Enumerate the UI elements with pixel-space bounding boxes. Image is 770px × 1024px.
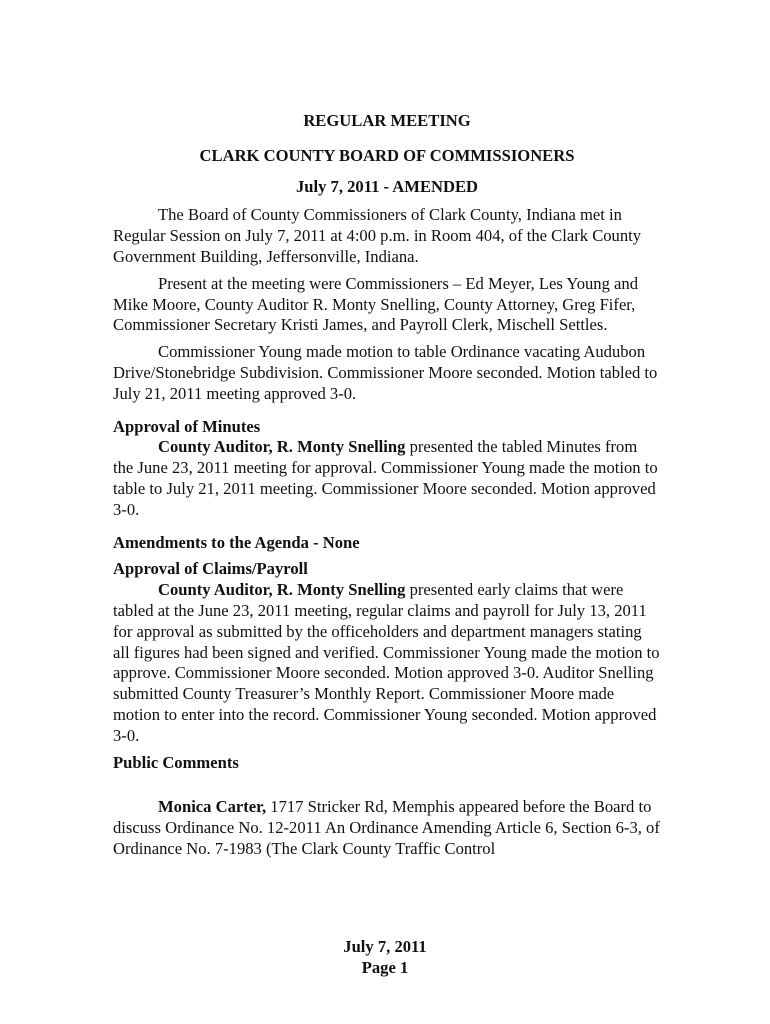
public-comments-paragraph bbox=[113, 797, 661, 859]
claims-text: presented early claims that were tabled at the June 23, 2011 meeting, regular claims and payroll for July 13, 2011 for approval as submitted by the officeholders and department managers stating all figures had been signed and verified. Commissioner Young made the motion to approve. Commissioner Moore seconded. Motion approved 3-0. Auditor Snelling submitted County Treasurer’s Monthly Report. Commissioner Moore made motion to enter into the record. Commissioner Young seconded. Motion approved 3-0. bbox=[113, 580, 660, 745]
page-footer bbox=[0, 936, 770, 978]
intro-paragraph: The Board of County Commissioners of Clark County, Indiana met in Regular Session on July 7, 2011 at 4:00 p.m. in Room 404, of the Clark County Government Building, Jeffersonville, Indiana. bbox=[113, 205, 642, 266]
claims-heading: Approval of Claims/Payroll bbox=[113, 559, 308, 579]
minutes-text: presented the tabled Minutes from the June 23, 2011 meeting for approval. Commissioner Young made the motion to table to July 21, 2011 meeting. Commissioner Moore seconded. Motion approved 3-0. bbox=[113, 437, 658, 519]
amendments-heading: Amendments to the Agenda - None bbox=[113, 532, 360, 552]
minutes-heading: Approval of Minutes bbox=[113, 416, 261, 436]
table-motion-paragraph: Commissioner Young made motion to table Ordinance vacating Audubon Drive/Stonebridge Subdivision. Commissioner Moore seconded. Motion tabled to July 21, 2011 meeting approved 3-0. bbox=[113, 342, 658, 403]
attendance-paragraph: Present at the meeting were Commissioners – Ed Meyer, Les Young and Mike Moore, County Auditor R. Monty Snelling, County Attorney, Greg Fifer, Commissioner Secretary Kristi James, and Payroll Clerk, Mischell Settles. bbox=[113, 273, 639, 335]
public-comment-text: 1717 Stricker Rd, Memphis appeared before the Board to discuss Ordinance No. 12-2011 An Ordinance Amending Article 6, Section 6-3, of Ordinance No. 7-1983 (The Clark County Traffic Control bbox=[113, 797, 660, 858]
claims-speaker: County Auditor, R. Monty Snelling bbox=[158, 580, 406, 600]
public-comment-speaker: Monica Carter, bbox=[158, 797, 267, 817]
footer-date: July 7, 2011 bbox=[343, 937, 427, 956]
footer-page-number: Page 1 bbox=[361, 958, 409, 977]
meeting-date-heading: July 7, 2011 - AMENDED bbox=[295, 176, 479, 196]
claims-paragraph bbox=[113, 580, 661, 746]
minutes-speaker: County Auditor, R. Monty Snelling bbox=[158, 437, 406, 457]
public-comments-heading: Public Comments bbox=[113, 752, 239, 772]
minutes-paragraph bbox=[113, 437, 661, 520]
board-name-heading: CLARK COUNTY BOARD OF COMMISSIONERS bbox=[199, 145, 575, 165]
meeting-type-heading: REGULAR MEETING bbox=[303, 111, 471, 130]
document-page bbox=[113, 111, 661, 866]
